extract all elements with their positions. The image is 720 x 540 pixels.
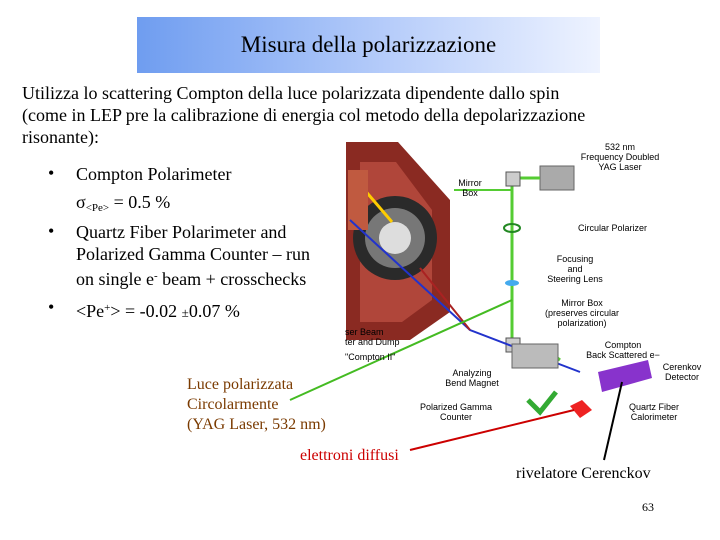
magnet-image xyxy=(346,142,450,340)
compton-label: Compton Back Scattered e− xyxy=(586,340,660,360)
detector-annotation: rivelatore Cerenckov xyxy=(516,465,651,482)
analyzing-magnet-label: Analyzing Bend Magnet xyxy=(445,368,499,388)
gamma-counter-shape xyxy=(528,392,556,412)
compton-box xyxy=(512,344,558,368)
polarized-gamma-label: Polarized Gamma Counter xyxy=(419,402,493,422)
mirror-box-top xyxy=(506,172,520,186)
intro-line-3: risonante): xyxy=(22,127,99,147)
intro-line-2: (come in LEP pre la calibrazione di energia col metodo della depolarizzazione xyxy=(22,105,586,125)
laser-box xyxy=(540,166,574,190)
bullet-3-text: <Pe+> = -0.02 ±0.07 % xyxy=(76,301,240,321)
laser-label: 532 nm Frequency Doubled YAG Laser xyxy=(580,142,660,172)
bullet-1-text: Compton Polarimeter xyxy=(76,164,232,184)
mirror-box-bottom-label: Mirror Box (preserves circular polarization) xyxy=(544,298,620,328)
quartz-calorimeter-shape xyxy=(570,400,592,418)
cerenkov-label: Cerenkov Detector xyxy=(662,362,702,382)
slide-title: Misura della polarizzazione xyxy=(240,32,497,57)
bullet-1-formula: $\sigma_{<Pe>} = 0.5$ % xyxy=(76,192,171,214)
beam-dump-label: ser Beam ter and Dump xyxy=(345,327,400,347)
bullet-2-text: Quartz Fiber Polarimeter and Polarized Gamma Counter – run on single e- beam + crosschecks xyxy=(76,222,310,289)
bullet-2-marker: • xyxy=(48,221,55,241)
intro-line-1: Utilizza lo scattering Compton della luce polarizzata dipendente dallo spin xyxy=(22,83,560,103)
compton-ii-label: "Compton II" xyxy=(345,352,396,362)
focusing-lens xyxy=(505,280,519,286)
mirror-box-top-label: Mirror Box xyxy=(458,178,482,198)
bullet-1-marker: • xyxy=(48,163,55,183)
quartz-label: Quartz Fiber Calorimeter xyxy=(628,402,679,422)
page-number: 63 xyxy=(642,500,654,514)
circular-polarizer-label: Circular Polarizer xyxy=(578,223,648,233)
laser-annotation: Luce polarizzata Circolarmente (YAG Laser, 532 nm) xyxy=(187,376,326,433)
focusing-lens-label: Focusing and Steering Lens xyxy=(547,254,603,284)
electrons-annotation: elettroni diffusi xyxy=(300,447,399,464)
cerenkov-detector-shape xyxy=(598,360,652,392)
bullet-3-marker: • xyxy=(48,297,55,317)
